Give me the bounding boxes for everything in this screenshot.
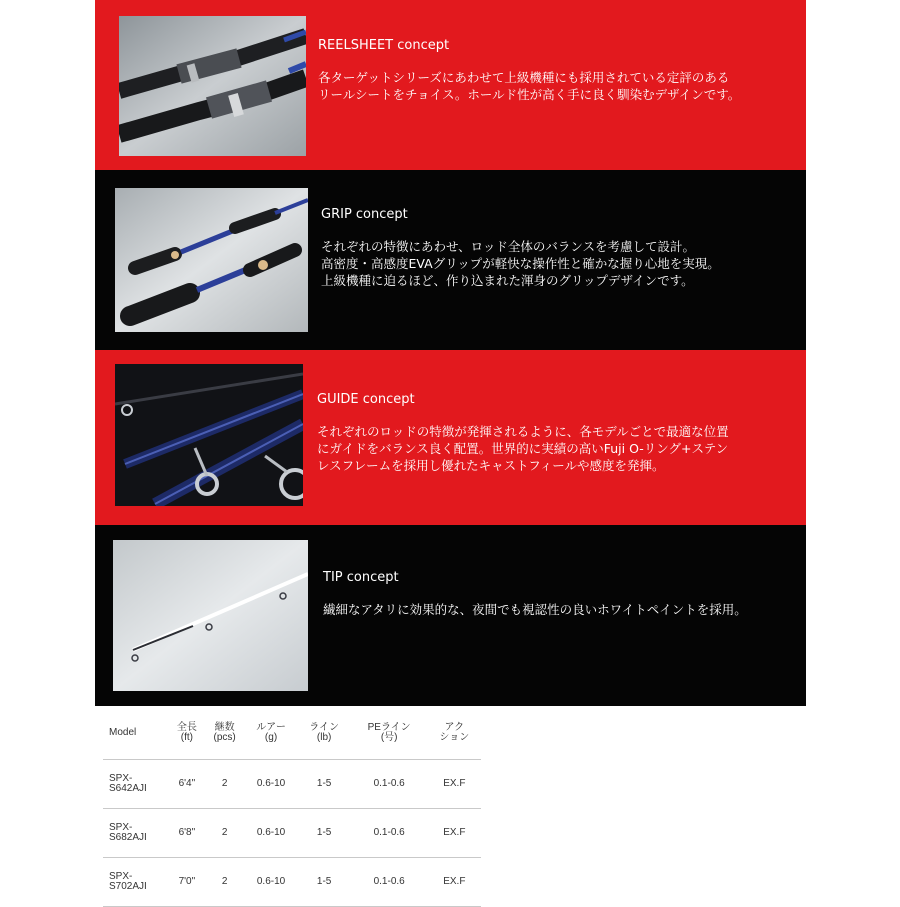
tip-concept-line: 繊細なアタリに効果的な、夜間でも視認性の良いホワイトペイントを採用。 (323, 602, 747, 617)
header-action: アク ション (439, 721, 470, 743)
reelsheet-concept-line: 各ターゲットシリーズにあわせて上級機種にも採用されている定評のある (318, 70, 730, 85)
cell-pieces: 2 (221, 778, 228, 789)
cell-model: SPX- S642AJI (109, 772, 147, 794)
grip-concept-line: 上級機種に迫るほど、作り込まれた渾身のグリップデザインです。 (321, 273, 694, 288)
table-row (103, 759, 481, 808)
cell-pe-line: 0.1-0.6 (373, 778, 405, 789)
cell-lure-weight: 0.6-10 (256, 876, 286, 887)
cell-line: 1-5 (316, 876, 332, 887)
guide-concept-line: にガイドをバランス良く配置。世界的に実績の高いFuji O-リング+ステン (317, 441, 729, 456)
table-row (103, 857, 481, 906)
table-row (103, 808, 481, 857)
cell-action: EX.F (443, 876, 466, 887)
tip-concept-text (323, 570, 747, 618)
guide-photo (115, 364, 303, 506)
header-lure-weight: ルアー (g) (256, 721, 286, 743)
grip-concept-line: 高密度・高感度EVAグリップが軽快な操作性と確かな握り心地を実現。 (321, 256, 720, 271)
cell-model: SPX- S682AJI (109, 821, 147, 843)
cell-action: EX.F (443, 778, 466, 789)
guide-concept-line: それぞれのロッドの特徴が発揮されるように、各モデルごとで最適な位置 (317, 424, 729, 439)
cell-line: 1-5 (316, 778, 332, 789)
grip-photo (115, 188, 308, 332)
cell-length: 6'8" (178, 827, 196, 838)
cell-line: 1-5 (316, 827, 332, 838)
cell-length: 6'4" (178, 778, 196, 789)
grip-concept-title: GRIP concept (321, 207, 408, 222)
header-model: Model (109, 727, 137, 739)
cell-pieces: 2 (221, 827, 228, 838)
guide-concept-line: レスフレームを採用し優れたキャストフィールや感度を発揮。 (317, 458, 665, 473)
header-line: ライン (lb) (309, 721, 339, 743)
guide-concept-text (317, 392, 729, 474)
cell-pe-line: 0.1-0.6 (373, 827, 405, 838)
cell-lure-weight: 0.6-10 (256, 827, 286, 838)
guide-concept-title: GUIDE concept (317, 392, 415, 407)
spec-table-header-row (103, 707, 481, 759)
grip-concept-line: それぞれの特徴にあわせ、ロッド全体のバランスを考慮して設計。 (321, 239, 696, 254)
spec-table (103, 707, 481, 907)
tip-photo (113, 540, 308, 691)
header-pe-line: PEライン (号) (367, 721, 411, 743)
cell-lure-weight: 0.6-10 (256, 778, 286, 789)
reelsheet-concept-section (95, 0, 806, 170)
cell-action: EX.F (443, 827, 466, 838)
cell-pieces: 2 (221, 876, 228, 887)
reelsheet-concept-line: リールシートをチョイス。ホールド性が高く手に良く馴染むデザインです。 (318, 87, 741, 102)
header-length: 全長 (ft) (176, 721, 197, 743)
cell-model: SPX- S702AJI (109, 870, 147, 892)
tip-concept-section (95, 525, 806, 706)
cell-pe-line: 0.1-0.6 (373, 876, 405, 887)
header-pieces: 継数 (pcs) (213, 721, 236, 743)
grip-concept-section (95, 170, 806, 350)
reelseat-photo (119, 16, 306, 156)
reelsheet-concept-title: REELSHEET concept (318, 38, 450, 53)
grip-concept-text (321, 207, 720, 289)
reelsheet-concept-text (318, 38, 740, 103)
guide-concept-section (95, 350, 806, 525)
cell-length: 7'0" (178, 876, 196, 887)
tip-concept-title: TIP concept (323, 570, 399, 585)
